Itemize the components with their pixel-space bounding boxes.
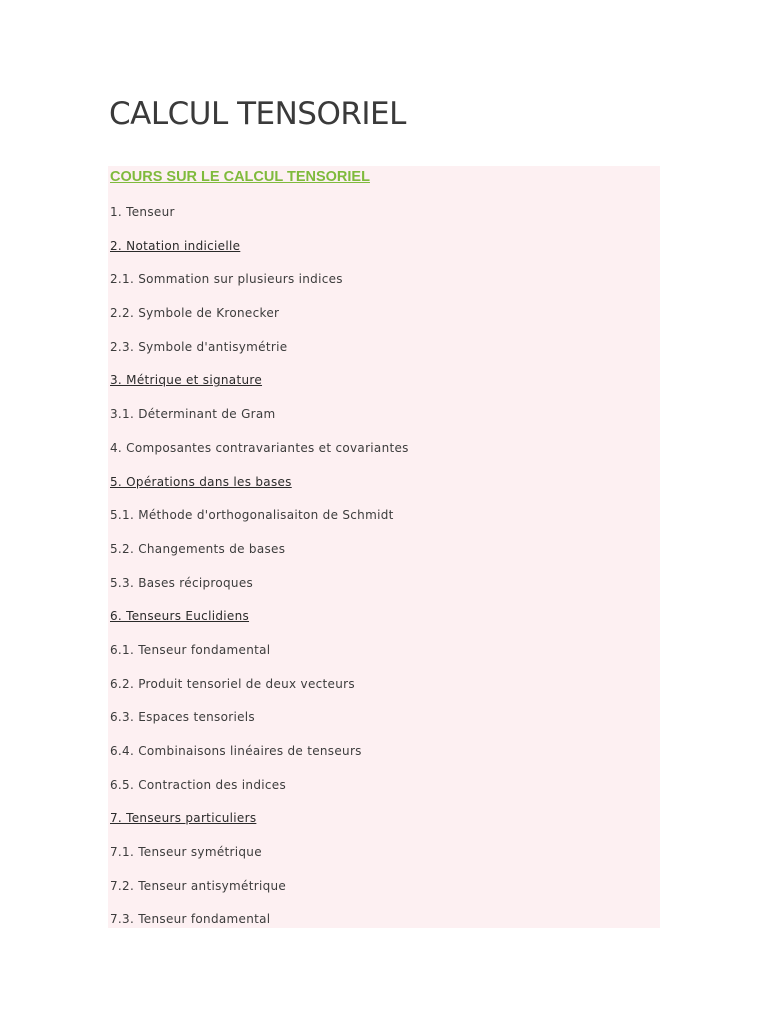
toc-item-2[interactable]: 2. Notation indicielle <box>110 238 241 253</box>
toc-item-7[interactable]: 7. Tenseurs particuliers <box>110 811 257 826</box>
page-title: CALCUL TENSORIEL <box>109 96 406 132</box>
toc-item-7-2[interactable]: 7.2. Tenseur antisymétrique <box>110 878 287 893</box>
table-of-contents <box>108 166 660 928</box>
toc-item-3-1[interactable]: 3.1. Déterminant de Gram <box>110 407 276 422</box>
toc-item-5-1[interactable]: 5.1. Méthode d'orthogonalisaiton de Schmidt <box>110 508 394 523</box>
toc-item-6-1[interactable]: 6.1. Tenseur fondamental <box>110 642 271 657</box>
toc-item-6-4[interactable]: 6.4. Combinaisons linéaires de tenseurs <box>110 744 362 758</box>
toc-item-6-5[interactable]: 6.5. Contraction des indices <box>110 777 287 792</box>
toc-item-2-2[interactable]: 2.2. Symbole de Kronecker <box>110 306 280 321</box>
toc-item-5-2[interactable]: 5.2. Changements de bases <box>110 541 286 556</box>
toc-list <box>110 202 409 943</box>
toc-item-7-1[interactable]: 7.1. Tenseur symétrique <box>110 845 262 860</box>
toc-item-4[interactable]: 4. Composantes contravariantes et covariantes <box>110 440 409 455</box>
toc-item-6-2[interactable]: 6.2. Produit tensoriel de deux vecteurs <box>110 676 355 691</box>
toc-heading-link[interactable]: COURS SUR LE CALCUL TENSORIEL <box>110 169 370 185</box>
toc-item-5-3[interactable]: 5.3. Bases réciproques <box>110 575 254 590</box>
toc-item-2-3[interactable]: 2.3. Symbole d'antisymétrie <box>110 339 288 354</box>
toc-item-6[interactable]: 6. Tenseurs Euclidiens <box>110 609 250 624</box>
toc-item-2-1[interactable]: 2.1. Sommation sur plusieurs indices <box>110 272 343 287</box>
toc-item-1[interactable]: 1. Tenseur <box>110 205 175 219</box>
toc-item-5[interactable]: 5. Opérations dans les bases <box>110 474 292 489</box>
toc-item-3[interactable]: 3. Métrique et signature <box>110 373 263 388</box>
toc-item-6-3[interactable]: 6.3. Espaces tensoriels <box>110 710 255 725</box>
toc-item-7-3[interactable]: 7.3. Tenseur fondamental <box>110 912 271 927</box>
